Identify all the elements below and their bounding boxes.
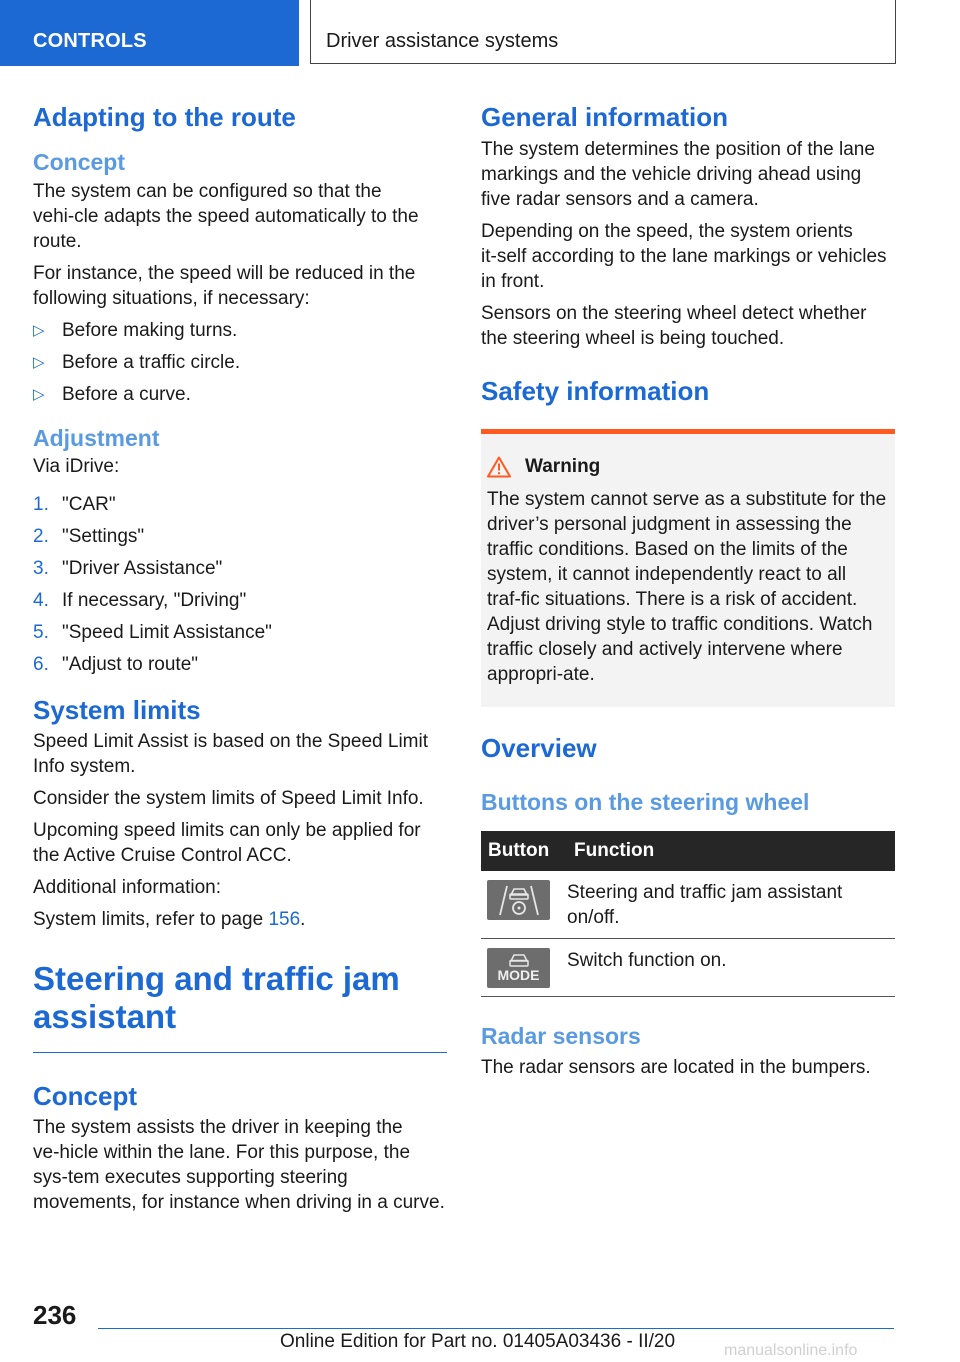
- warning-title: Warning: [525, 456, 601, 478]
- concept-2-text: The system assists the driver in keeping the ve‑hicle within the lane. For this purpose, the sys‑tem executes supporting steering movements, for instance when driving in a curve.: [33, 1116, 445, 1213]
- heading-safety-information: Safety information: [481, 376, 710, 407]
- list-item: 5. "Speed Limit Assistance": [33, 622, 272, 644]
- footer-rule: [98, 1328, 894, 1329]
- left-column: [33, 100, 447, 1222]
- limits-text-2: Consider the system limits of Speed Limit Info.: [33, 787, 424, 809]
- limits-text-4: Additional information:: [33, 876, 221, 898]
- steps-list: [33, 492, 447, 677]
- general-text-2: Depending on the speed, the system orients it‑self according to the lane markings or vehicles in front.: [481, 221, 887, 293]
- buttons-table: [481, 831, 895, 997]
- chapter-box: [310, 0, 896, 64]
- list-item: 4. If necessary, "Driving": [33, 590, 247, 612]
- triangle-bullet-icon: ▷: [33, 353, 45, 371]
- page-link[interactable]: 156: [268, 908, 301, 930]
- mode-label: MODE: [497, 967, 540, 984]
- table-row: [481, 939, 895, 997]
- via-text: Via iDrive:: [33, 456, 120, 478]
- heading-concept: Concept: [33, 149, 125, 176]
- list-item: 2. "Settings": [33, 526, 145, 548]
- section-tab: [0, 0, 299, 66]
- list-item: ▷ Before a traffic circle.: [33, 351, 241, 373]
- warning-triangle-icon: [487, 456, 511, 478]
- page-header: [0, 0, 960, 66]
- general-text-3: Sensors on the steering wheel detect whether the steering wheel is being touched.: [481, 303, 867, 350]
- heading-steering-assistant: Steering and traffic jam assistant: [33, 959, 400, 1035]
- page-number: 236: [33, 1300, 77, 1330]
- triangle-bullet-icon: ▷: [33, 321, 45, 339]
- edition-text: Online Edition for Part no. 01405A03436 - II/20: [280, 1331, 676, 1352]
- row-function: Switch function on.: [567, 939, 895, 997]
- chapter-label: Driver assistance systems: [326, 30, 559, 52]
- list-item: 6. "Adjust to route": [33, 654, 199, 676]
- table-row: [481, 871, 895, 939]
- column-header-button: Button: [481, 831, 567, 871]
- steering-assistant-icon: [487, 880, 550, 920]
- list-item: ▷ Before a curve.: [33, 383, 191, 405]
- warning-text: The system cannot serve as a substitute for the driver’s personal judgment in assessing the traffic conditions. Based on the limits of the system, it cannot independently react to all traf‑fic situations. There is a risk of accident. Adjust driving style to traffic conditions. Watch traffic closely and actively intervene where appropri‑ate.: [487, 489, 887, 686]
- heading-adapting: Adapting to the route: [33, 102, 296, 132]
- right-column: [481, 100, 895, 1087]
- concept-text: The system can be configured so that the vehi‑cle adapts the speed automatically to the route.: [33, 180, 419, 252]
- watermark: manualsonline.info: [724, 1342, 858, 1359]
- column-header-function: Function: [567, 831, 895, 871]
- list-item: 3. "Driver Assistance": [33, 558, 223, 580]
- situation-list: [33, 318, 447, 407]
- heading-concept-2: Concept: [33, 1081, 137, 1112]
- section-label: CONTROLS: [33, 30, 147, 52]
- instance-text: For instance, the speed will be reduced in the following situations, if necessary:: [33, 262, 416, 309]
- mode-button-icon: [487, 948, 550, 988]
- heading-adjustment: Adjustment: [33, 424, 160, 451]
- table-header-row: [481, 831, 895, 871]
- heading-overview: Overview: [481, 733, 597, 764]
- list-item: ▷ Before making turns.: [33, 319, 238, 341]
- list-item: 1. "CAR": [33, 494, 116, 516]
- heading-radar-sensors: Radar sensors: [481, 1023, 641, 1050]
- warning-header: [487, 456, 889, 478]
- limits-text-1: Speed Limit Assist is based on the Speed Limit Info system.: [33, 730, 429, 777]
- row-function: Steering and traffic jam assistant on/off.: [567, 871, 895, 939]
- limits-text-5: System limits, refer to page 156.: [33, 908, 306, 930]
- heading-rule: [33, 1052, 447, 1053]
- heading-buttons: Buttons on the steering wheel: [481, 788, 810, 815]
- triangle-bullet-icon: ▷: [33, 385, 45, 403]
- general-text-1: The system determines the position of the lane markings and the vehicle driving ahead using five radar sensors and a camera.: [481, 139, 875, 211]
- radar-text: The radar sensors are located in the bumpers.: [481, 1056, 871, 1078]
- heading-system-limits: System limits: [33, 695, 201, 726]
- heading-general-information: General information: [481, 102, 729, 132]
- warning-box: [481, 429, 895, 707]
- limits-text-3: Upcoming speed limits can only be applied for the Active Cruise Control ACC.: [33, 819, 421, 866]
